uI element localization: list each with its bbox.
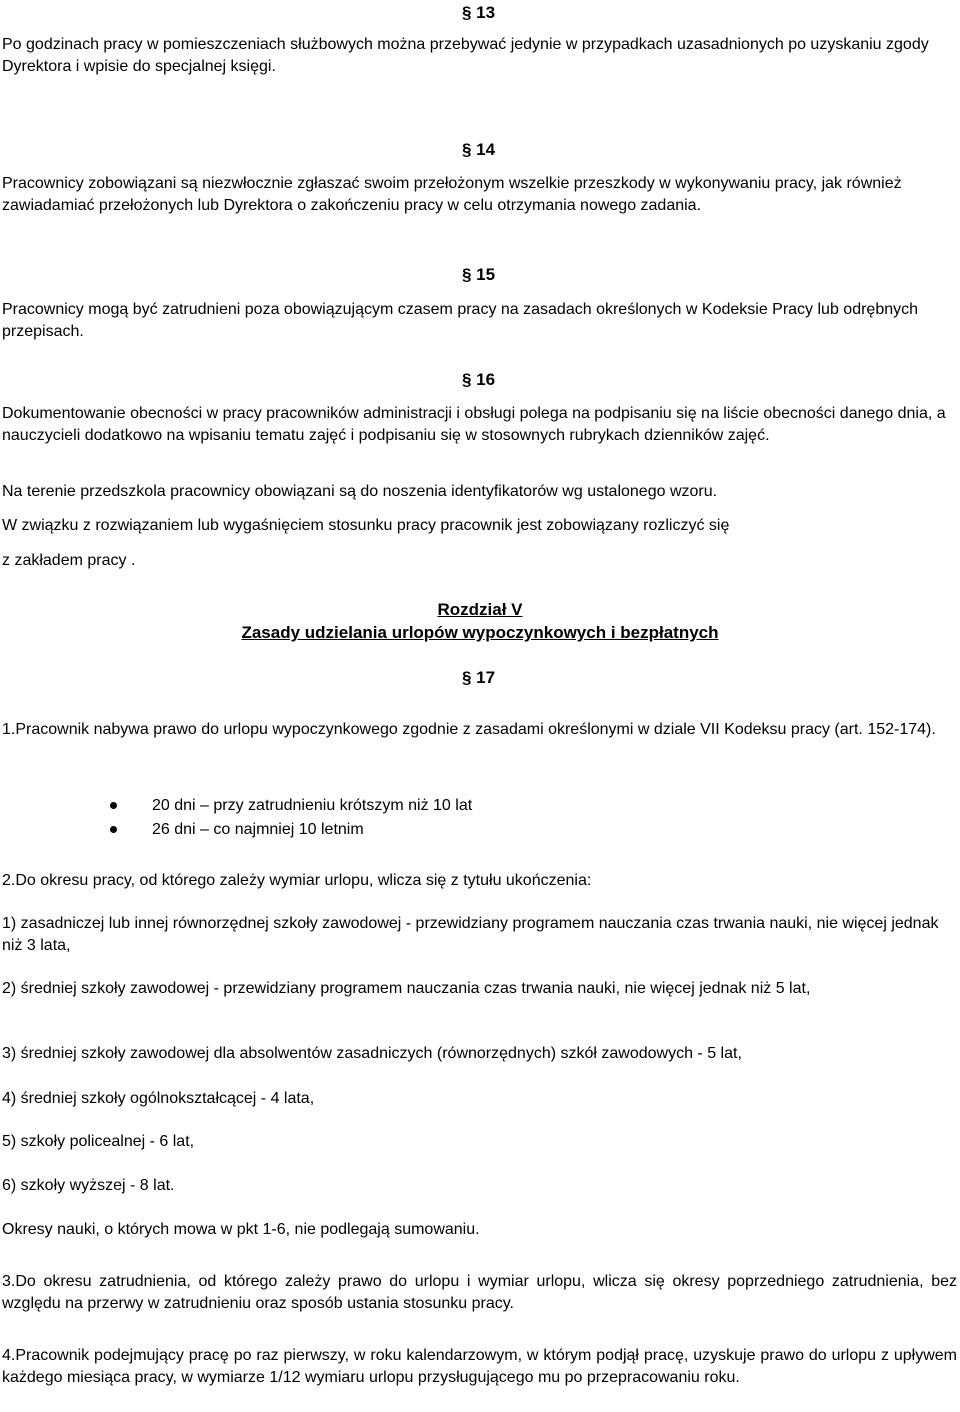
section-17-point-3: 3.Do okresu zatrudnienia, od którego zależy prawo do urlopu i wymiar urlopu, wlicza się okresy poprzedniego zatrudnienia, bez względu na przerwy w zatrudnieniu oraz sposób ustania stosunku pracy. [2, 1273, 957, 1312]
section-16-text: Dokumentowanie obecności w pracy pracowników administracji i obsługi polega na podpisaniu się na liście obecności danego dnia, a nauczycieli dodatkowo na wpisaniu tematu zajęć i podpisaniu się w stosownych rubrykach dzienników zajęć. [2, 405, 946, 444]
section-16-paragraph-settlement: W związku z rozwiązaniem lub wygaśnięciem stosunku pracy pracownik jest zobowiązany rozliczyć się [2, 517, 730, 534]
education-item-1: 1) zasadniczej lub innej równorzędnej szkoły zawodowej - przewidziany programem nauczania czas trwania nauki, nie więcej jednak niż 3 lata, [2, 915, 939, 954]
section-17-heading: § 17 [462, 668, 496, 687]
list-item-text: 26 dni – co najmniej 10 letnim [152, 821, 364, 838]
section-13-heading: § 13 [462, 3, 496, 22]
leave-duration-list [110, 794, 472, 842]
section-14-heading: § 14 [462, 140, 496, 159]
education-item-3: 3) średniej szkoły zawodowej dla absolwentów zasadniczych (równorzędnych) szkół zawodowych - 5 lat, [2, 1045, 742, 1062]
education-item-4: 4) średniej szkoły ogólnokształcącej - 4 lata, [2, 1090, 315, 1107]
section-16-paragraph-settlement-end: z zakładem pracy . [2, 552, 136, 569]
section-17-point-4: 4.Pracownik podejmujący pracę po raz pierwszy, w roku kalendarzowym, w którym podjął pracę, uzyskuje prawo do urlopu z upływem każdego miesiąca pracy, w wymiarze 1/12 wymiaru urlopu przysługującego mu po przepracowaniu roku. [2, 1347, 957, 1386]
section-17-point-2: 2.Do okresu pracy, od którego zależy wymiar urlopu, wlicza się z tytułu ukończenia: [2, 872, 592, 889]
section-14-text: Pracownicy zobowiązani są niezwłocznie zgłaszać swoim przełożonym wszelkie przeszkody w wykonywaniu pracy, jak również zawiadamiać przełożonych lub Dyrektora o zakończeniu pracy w celu otrzymania nowego zadania. [2, 175, 902, 214]
section-16-heading: § 16 [462, 370, 496, 389]
list-item-text: 20 dni – przy zatrudnieniu krótszym niż 10 lat [152, 797, 473, 814]
section-15-text: Pracownicy mogą być zatrudnieni poza obowiązującym czasem pracy na zasadach określonych w Kodeksie Pracy lub odrębnych przepisach. [2, 301, 919, 340]
list-item [110, 818, 472, 842]
chapter-title: Zasady udzielania urlopów wypoczynkowych i bezpłatnych [241, 623, 719, 642]
chapter-number: Rozdział V [437, 600, 523, 619]
section-17-note: Okresy nauki, o których mowa w pkt 1-6, nie podlegają sumowaniu. [2, 1221, 480, 1238]
section-13-text: Po godzinach pracy w pomieszczeniach służbowych można przebywać jedynie w przypadkach uzasadnionych po uzyskaniu zgody Dyrektora i wpisie do specjalnej księgi. [2, 36, 929, 75]
bullet-icon [110, 802, 117, 809]
section-15-heading: § 15 [462, 265, 496, 284]
list-item [110, 794, 472, 818]
section-16-paragraph-identifiers: Na terenie przedszkola pracownicy obowiązani są do noszenia identyfikatorów wg ustalonego wzoru. [2, 483, 718, 500]
education-item-2: 2) średniej szkoły zawodowej - przewidziany programem nauczania czas trwania nauki, nie więcej jednak niż 5 lat, [2, 980, 811, 997]
education-item-6: 6) szkoły wyższej - 8 lat. [2, 1177, 175, 1194]
bullet-icon [110, 826, 117, 833]
education-item-5: 5) szkoły policealnej - 6 lat, [2, 1133, 195, 1150]
section-17-point-1: 1.Pracownik nabywa prawo do urlopu wypoczynkowego zgodnie z zasadami określonymi w dziale VII Kodeksu pracy (art. 152-174). [2, 721, 936, 738]
